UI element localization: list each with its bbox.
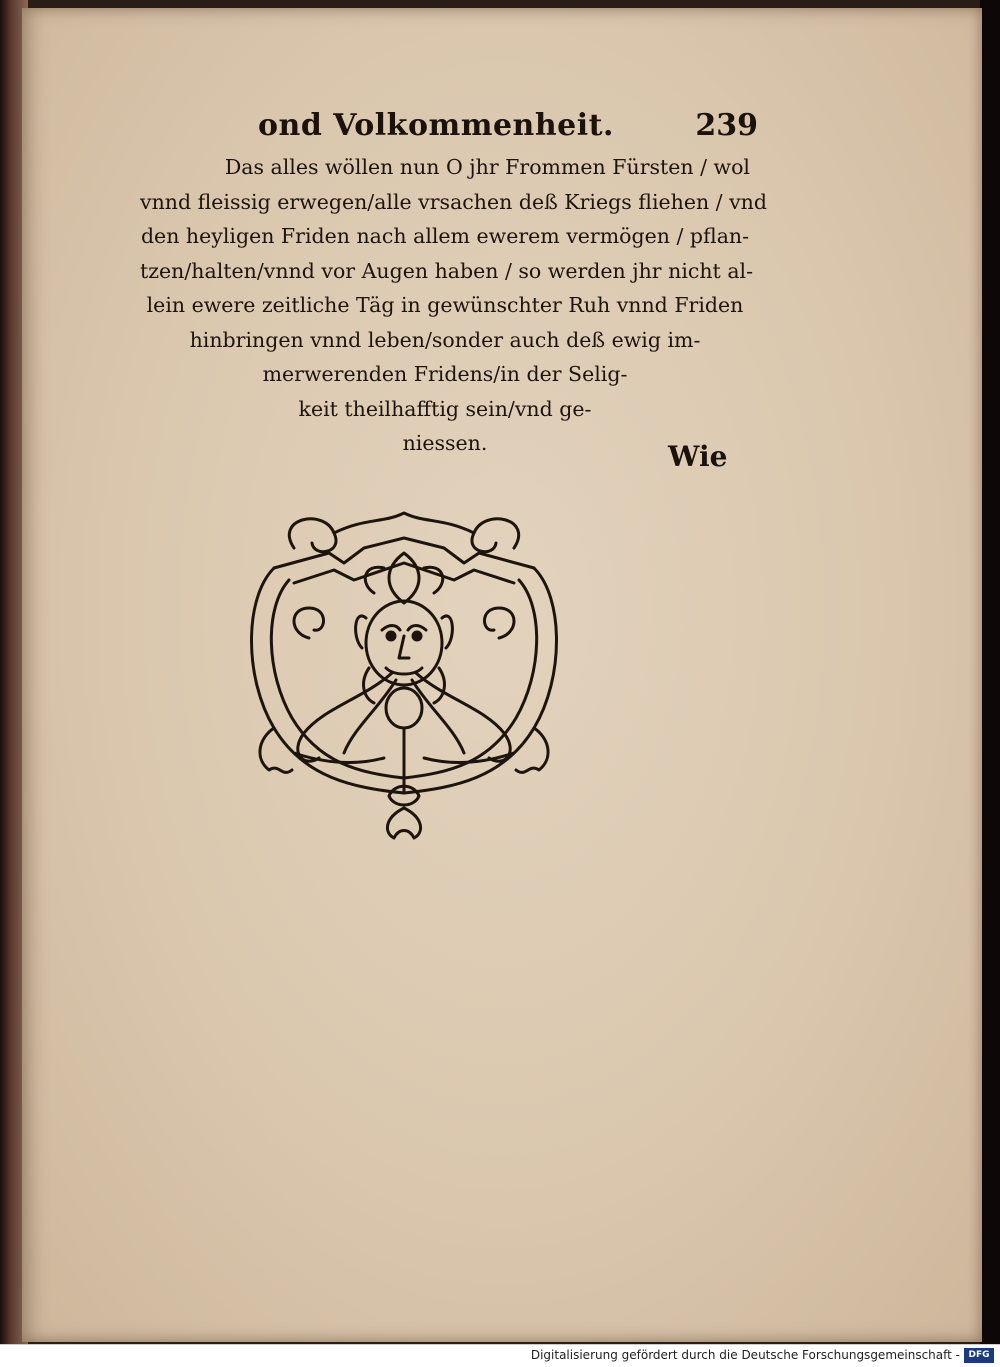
page-number: 239 — [695, 108, 758, 143]
dfg-logo: DFG — [964, 1348, 994, 1363]
body-line: niessen. — [402, 431, 488, 455]
body-line: merwerenden Fridens/in der Selig- — [262, 362, 628, 386]
footer-bar — [0, 1344, 1000, 1367]
catchword: Wie — [668, 440, 728, 473]
body-line: den heyligen Friden nach allem ewerem vermögen / pflan- — [140, 224, 750, 248]
book-page — [22, 8, 982, 1342]
body-line: vnnd fleissig erwegen/alle vrsachen deß Kriegs fliehen / vnd — [140, 189, 768, 214]
body-line: Das alles wöllen nun O jhr Frommen Fürsten / wol — [224, 155, 750, 179]
grotesque-mask-ornament-icon — [234, 508, 574, 853]
body-line: keit theilhafftig sein/vnd ge- — [298, 396, 592, 421]
footer-credit: Digitalisierung gefördert durch die Deutsche Forschungsgemeinschaft - — [530, 1348, 960, 1362]
body-line: tzen/halten/vnnd vor Augen haben / so werden jhr nicht al- — [140, 258, 754, 283]
scan-right-border — [980, 0, 1000, 1345]
body-paragraph — [140, 150, 768, 461]
body-line: lein ewere zeitliche Täg in gewünschter Ruh vnnd Friden — [146, 293, 744, 317]
running-head: ond Volkommenheit. — [258, 108, 614, 143]
body-line: hinbringen vnnd leben/sonder auch deß ewig im- — [189, 327, 701, 352]
